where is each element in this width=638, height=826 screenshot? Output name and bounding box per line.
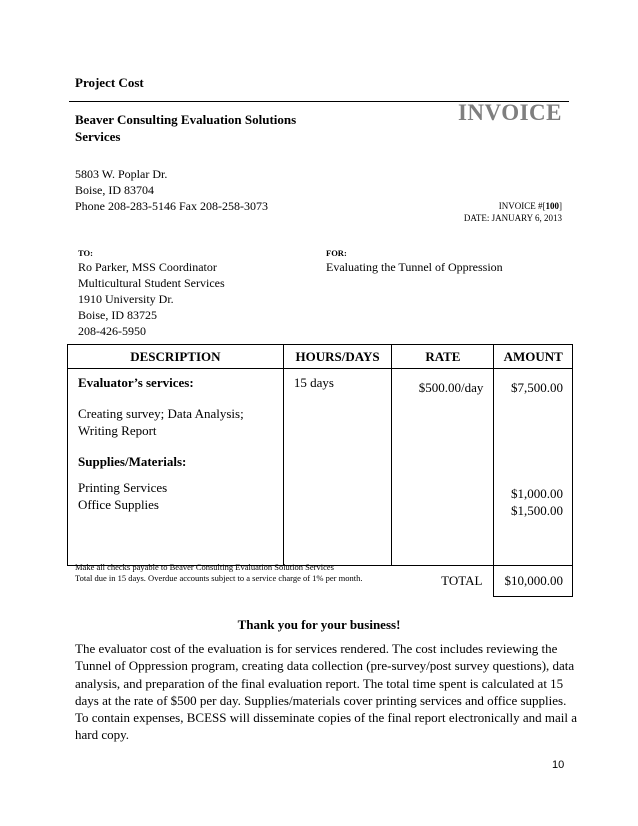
cost-explanation-paragraph: The evaluator cost of the evaluation is for services rendered. The cost includes reviewing the Tunnel of Oppression program, creating data collection (pre-survey/post survey questions), data analysis, and preparation of the final evaluation report. The total time spent is calculated at 15 days at the rate of $500 per day. Supplies/materials cover printing services and office supplies. To contain expenses, BCESS will disseminate copies of the final report electronically and mail a hard copy. bbox=[75, 641, 577, 743]
to-line: Ro Parker, MSS Coordinator bbox=[78, 260, 217, 274]
to-address bbox=[78, 259, 225, 339]
column-header-rate: RATE bbox=[392, 345, 494, 369]
amount-cell bbox=[494, 369, 573, 566]
thank-you-message: Thank you for your business! bbox=[237, 617, 401, 632]
company-address bbox=[75, 166, 268, 214]
column-header-hours: HOURS/DAYS bbox=[283, 345, 392, 369]
amount-evaluator: $7,500.00 bbox=[511, 380, 563, 395]
company-city: Boise, ID 83704 bbox=[75, 183, 154, 197]
description-cell bbox=[68, 369, 284, 566]
payment-note-line: Total due in 15 days. Overdue accounts subject to a service charge of 1% per month. bbox=[75, 573, 363, 583]
table-header-row bbox=[68, 345, 573, 369]
evaluator-detail: Writing Report bbox=[78, 423, 157, 438]
company-phone-fax: Phone 208-283-5146 Fax 208-258-3073 bbox=[75, 199, 268, 213]
amount-supply: $1,000.00 bbox=[511, 486, 563, 501]
company-name-line1: Beaver Consulting Evaluation Solutions bbox=[75, 112, 297, 127]
supply-item: Office Supplies bbox=[78, 497, 159, 512]
rate-cell bbox=[392, 369, 494, 566]
invoice-meta bbox=[464, 200, 562, 224]
page-number: 10 bbox=[552, 759, 565, 771]
payment-note-line: Make all checks payable to Beaver Consulting Evaluation Solution Services bbox=[75, 562, 334, 572]
table-row bbox=[68, 369, 573, 566]
to-line: 1910 University Dr. bbox=[78, 292, 174, 306]
company-name-line2: Services bbox=[75, 129, 121, 144]
invoice-table bbox=[67, 344, 573, 597]
column-header-description: DESCRIPTION bbox=[68, 345, 284, 369]
total-label: TOTAL bbox=[441, 573, 483, 589]
company-street: 5803 W. Poplar Dr. bbox=[75, 167, 168, 181]
total-value: $10,000.00 bbox=[494, 566, 573, 597]
supplies-heading: Supplies/Materials: bbox=[78, 454, 187, 469]
to-line: 208-426-5950 bbox=[78, 324, 146, 338]
to-line: Multicultural Student Services bbox=[78, 276, 225, 290]
for-label: FOR: bbox=[326, 248, 347, 258]
company-name bbox=[75, 111, 296, 145]
hours-cell bbox=[283, 369, 392, 566]
invoice-title: INVOICE bbox=[457, 100, 562, 125]
to-line: Boise, ID 83725 bbox=[78, 308, 157, 322]
hours-value: 15 days bbox=[293, 375, 334, 390]
rate-value: $500.00/day bbox=[418, 380, 484, 395]
invoice-date: DATE: JANUARY 6, 2013 bbox=[463, 213, 562, 223]
invoice-number: INVOICE #[100] bbox=[498, 201, 562, 211]
supply-item: Printing Services bbox=[78, 480, 168, 495]
to-label: TO: bbox=[78, 248, 93, 258]
column-header-amount: AMOUNT bbox=[494, 345, 573, 369]
section-title: Project Cost bbox=[75, 75, 144, 90]
evaluator-heading: Evaluator’s services: bbox=[78, 375, 194, 390]
for-text: Evaluating the Tunnel of Oppression bbox=[326, 260, 503, 274]
evaluator-detail: Creating survey; Data Analysis; bbox=[78, 406, 244, 421]
amount-supply: $1,500.00 bbox=[511, 503, 563, 518]
payment-notes bbox=[75, 562, 362, 584]
